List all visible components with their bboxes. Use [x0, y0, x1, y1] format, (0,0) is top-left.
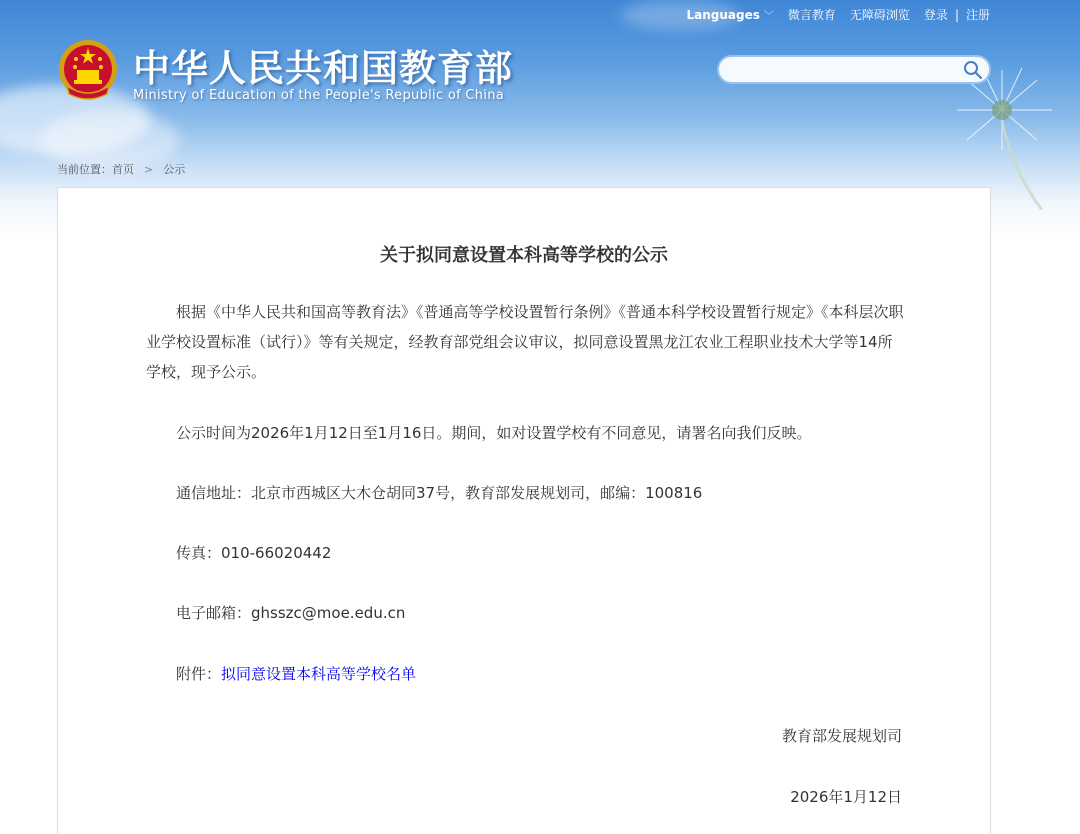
link-register[interactable]: 注册: [965, 8, 990, 22]
link-login[interactable]: 登录: [923, 8, 948, 22]
search-box: [717, 55, 991, 84]
article-paragraph: 根据《中华人民共和国高等教育法》《普通高等学校设置暂行条例》《普通本科学校设置暂行规定》《本科层次职业学校设置标准（试行）》等有关规定，经教育部党组会议审议，拟同意设置黑龙江农业工程职业技术大学等14所学校，现予公示。: [146, 303, 904, 381]
signature: 教育部发展规划司: [781, 727, 902, 745]
article-title: 关于拟同意设置本科高等学校的公示: [380, 245, 668, 266]
search-icon[interactable]: [963, 60, 983, 80]
article-container: [57, 187, 991, 834]
article-paragraph: 通信地址：北京市西城区大木仓胡同37号，教育部发展规划司，邮编：100816: [176, 484, 703, 502]
chevron-down-icon[interactable]: ﹀: [763, 11, 774, 22]
article-paragraph: 公示时间为2026年1月12日至1月16日。期间，如对设置学校有不同意见，请署名向我们反映。: [176, 424, 812, 442]
top-links: [687, 6, 991, 23]
publish-date: 2026年1月12日: [790, 788, 902, 806]
chevron-right-icon: >: [144, 162, 154, 176]
breadcrumb-prefix: 当前位置：: [57, 163, 112, 176]
article-paragraph: 传真：010-66020442: [176, 544, 332, 562]
site-subtitle: Ministry of Education of the People's Republic of China: [133, 88, 505, 103]
search-input[interactable]: [719, 57, 959, 82]
site-title[interactable]: 中华人民共和国教育部: [133, 47, 513, 90]
breadcrumb-current[interactable]: 公示: [163, 163, 186, 176]
breadcrumb-home[interactable]: 首页: [112, 163, 134, 176]
attachment-link[interactable]: 拟同意设置本科高等学校名单: [221, 665, 417, 683]
national-emblem-icon: [57, 38, 119, 104]
languages-menu[interactable]: Languages: [686, 7, 760, 22]
article-paragraph: 电子邮箱：ghsszc@moe.edu.cn: [176, 604, 406, 622]
divider: |: [954, 7, 959, 22]
link-weiyan[interactable]: 微言教育: [787, 8, 836, 22]
breadcrumb: [57, 161, 185, 177]
attachment-label: 附件：: [176, 665, 222, 683]
link-accessibility[interactable]: 无障碍浏览: [849, 8, 910, 22]
attachment-line: [146, 659, 906, 689]
